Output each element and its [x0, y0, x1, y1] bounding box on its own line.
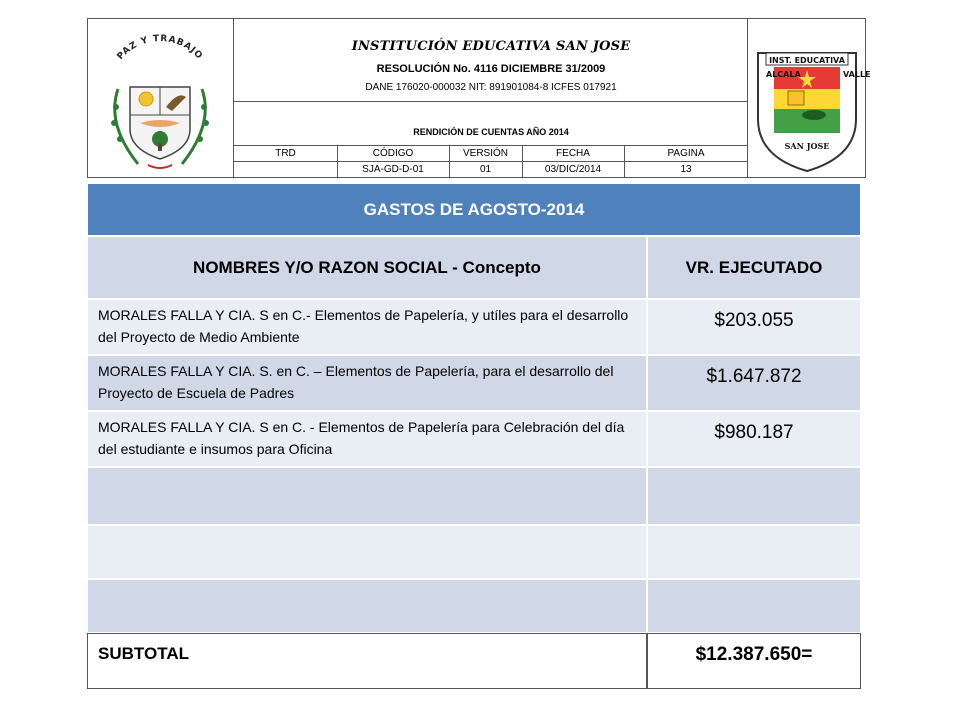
crest-left-text: ALCALA [766, 70, 801, 79]
row-amount: $980.187 [647, 411, 861, 467]
crest-logo-right [747, 19, 871, 177]
table-row [87, 579, 861, 633]
document-header [87, 18, 871, 178]
school-shield-icon [748, 19, 871, 177]
row-amount: $1.647.872 [647, 355, 861, 411]
table-row [87, 525, 861, 579]
header-info [234, 19, 748, 177]
expenses-table [87, 183, 861, 689]
table-row [87, 411, 861, 467]
row-concept [87, 579, 647, 633]
divider [234, 101, 748, 102]
val-fecha: 03/DIC/2014 [544, 164, 602, 175]
table-header-row [87, 236, 861, 299]
svg-text:PAZ Y TRABAJO [116, 34, 205, 62]
col-header-amount: VR. EJECUTADO [647, 236, 861, 299]
table-row [87, 299, 861, 355]
row-concept: MORALES FALLA Y CIA. S. en C. – Elementos de Papelería, para el desarrollo del Proyecto de Escuela de Padres [87, 355, 647, 411]
col-version: VERSIÓN [462, 148, 508, 159]
row-amount [647, 525, 861, 579]
institution-name: INSTITUCIÓN EDUCATIVA SAN JOSE [351, 39, 631, 54]
table-row [87, 355, 861, 411]
row-concept: MORALES FALLA Y CIA. S en C.- Elementos de Papelería, y utíles para el desarrollo del Proyecto de Medio Ambiente [87, 299, 647, 355]
report-title: RENDICIÓN DE CUENTAS AÑO 2014 [413, 127, 569, 137]
col-codigo: CÓDIGO [372, 148, 414, 159]
row-amount [647, 579, 861, 633]
col-header-concept: NOMBRES Y/O RAZON SOCIAL - Concepto [87, 236, 647, 299]
dane-nit-icfes: DANE 176020-000032 NIT: 891901084-8 ICFES 017921 [365, 82, 617, 93]
subtotal-row [87, 633, 861, 689]
val-codigo: SJA-GD-D-01 [362, 164, 424, 175]
paz-y-trabajo-crest-icon [88, 19, 233, 177]
col-fecha: FECHA [556, 148, 590, 159]
crest-top-text: INST. EDUCATIVA [769, 56, 845, 65]
crest-right-text: VALLE [843, 70, 871, 79]
crest-motto: PAZ Y TRABAJO [115, 33, 205, 62]
row-concept [87, 467, 647, 525]
col-pagina: PAGINA [667, 148, 705, 159]
row-concept [87, 525, 647, 579]
crest-bottom-text: SAN JOSE [784, 141, 830, 151]
table-row [87, 467, 861, 525]
row-amount: $203.055 [647, 299, 861, 355]
col-trd: TRD [275, 148, 296, 159]
subtotal-label: SUBTOTAL [87, 633, 647, 689]
val-pagina: 13 [680, 164, 692, 175]
divider [234, 145, 748, 146]
table-title: GASTOS DE AGOSTO-2014 [87, 183, 861, 236]
row-amount [647, 467, 861, 525]
val-version: 01 [479, 164, 492, 175]
row-concept: MORALES FALLA Y CIA. S en C. - Elementos de Papelería para Celebración del día del estudiante e insumos para Oficina [87, 411, 647, 467]
crest-logo-left [88, 19, 234, 177]
subtotal-value: $12.387.650= [647, 633, 861, 689]
divider [234, 161, 748, 162]
resolution-text: RESOLUCIÓN No. 4116 DICIEMBRE 31/2009 [376, 63, 606, 75]
